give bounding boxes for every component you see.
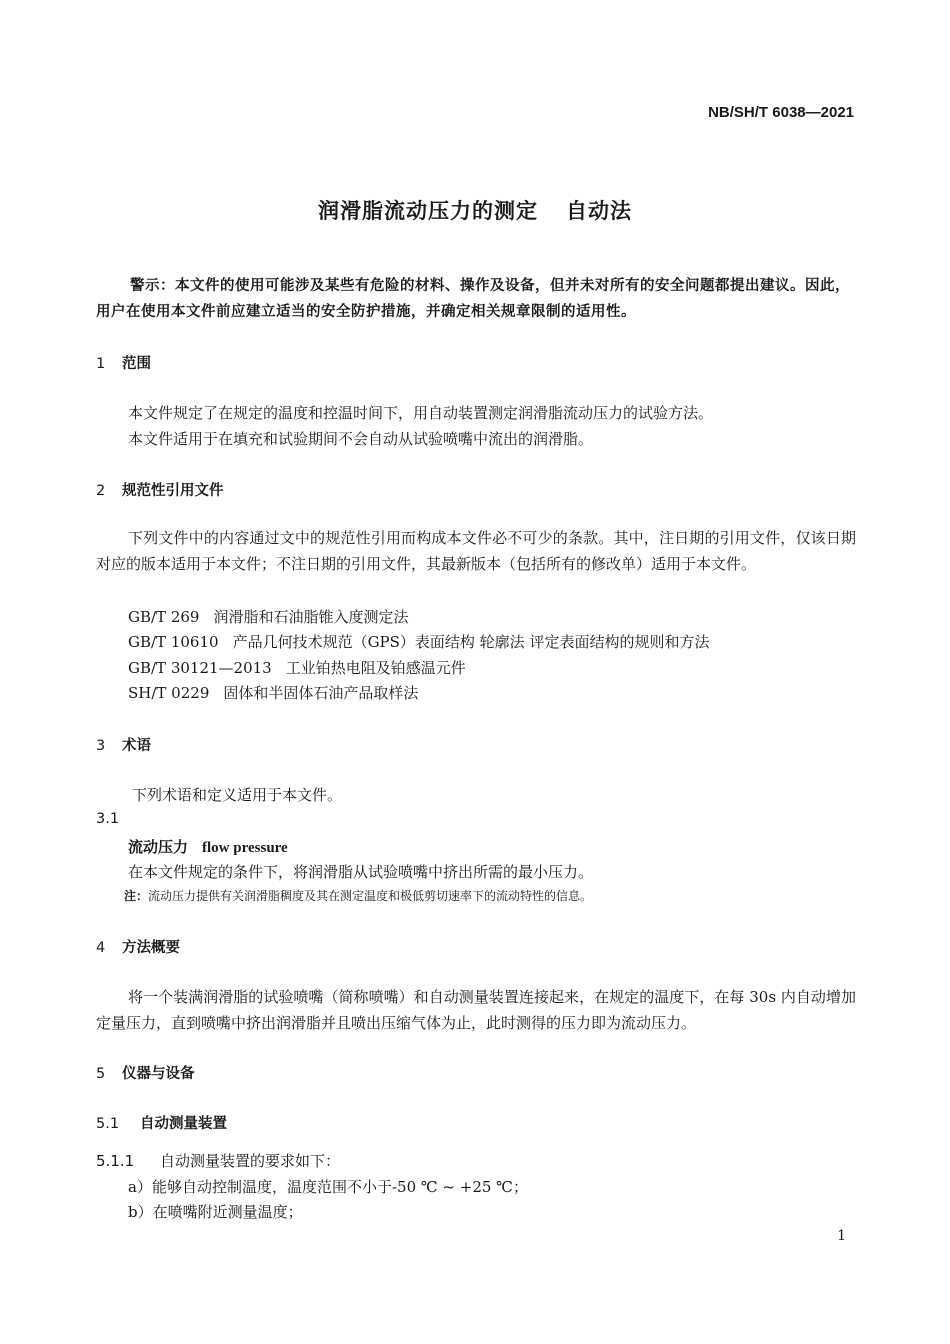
standard-number: NB/SH/T 6038—2021 bbox=[708, 104, 854, 121]
subsection-number: 5.1 bbox=[96, 1116, 120, 1132]
list-item bbox=[128, 1201, 303, 1222]
document-title bbox=[0, 195, 950, 225]
section-number: 1 bbox=[96, 356, 106, 372]
section-5-heading bbox=[96, 1062, 195, 1083]
reference-code: GB/T 30121—2013 bbox=[128, 659, 272, 677]
reference-title: 工业铂热电阻及铂感温元件 bbox=[285, 659, 466, 677]
term-entry bbox=[128, 836, 288, 857]
clause-5-1-1 bbox=[96, 1150, 340, 1171]
reference-title: 产品几何技术规范（GPS）表面结构 轮廓法 评定表面结构的规则和方法 bbox=[232, 633, 710, 651]
list-item bbox=[128, 1176, 528, 1197]
scope-paragraph-2: 本文件适用于在填充和试验期间不会自动从试验喷嘴中流出的润滑脂。 bbox=[128, 430, 594, 448]
section-title: 范围 bbox=[122, 356, 151, 372]
clause-number: 5.1.1 bbox=[96, 1152, 135, 1170]
term-definition: 在本文件规定的条件下，将润滑脂从试验喷嘴中挤出所需的最小压力。 bbox=[128, 863, 594, 881]
reference-code: GB/T 269 bbox=[128, 608, 200, 626]
section-4-heading bbox=[96, 936, 180, 957]
method-summary: 将一个装满润滑脂的试验喷嘴（简称喷嘴）和自动测量装置连接起来，在规定的温度下，在每 30s 内自动增加定量压力，直到喷嘴中挤出润滑脂并且喷出压缩气体为止，此时测得的压力即为流动压力。 bbox=[96, 988, 856, 1032]
section-number: 5 bbox=[96, 1066, 106, 1082]
references-intro: 下列文件中的内容通过文中的规范性引用而构成本文件必不可少的条款。其中，注日期的引用文件，仅该日期对应的版本适用于本文件；不注日期的引用文件，其最新版本（包括所有的修改单）适用于本文件。 bbox=[96, 529, 856, 573]
note-text: 流动压力提供有关润滑脂稠度及其在测定温度和极低剪切速率下的流动特性的信息。 bbox=[148, 889, 593, 903]
reference-code: GB/T 10610 bbox=[128, 633, 219, 651]
term-number: 3.1 bbox=[96, 811, 120, 827]
reference-item bbox=[128, 682, 418, 703]
section-1-heading bbox=[96, 352, 151, 373]
list-text: 在喷嘴附近测量温度； bbox=[152, 1203, 303, 1221]
reference-title: 固体和半固体石油产品取样法 bbox=[223, 684, 419, 702]
section-title: 术语 bbox=[122, 738, 151, 754]
reference-item bbox=[128, 631, 709, 652]
section-3-heading bbox=[96, 734, 151, 755]
reference-code: SH/T 0229 bbox=[128, 684, 210, 702]
section-number: 2 bbox=[96, 483, 106, 499]
title-main: 润滑脂流动压力的测定 bbox=[318, 199, 538, 223]
warning-paragraph: 警示：本文件的使用可能涉及某些有危险的材料、操作及设备，但并未对所有的安全问题都提出建议。因此，用户在使用本文件前应建立适当的安全防护措施，并确定相关规章限制的适用性。 bbox=[96, 278, 850, 320]
term-chinese: 流动压力 bbox=[128, 838, 189, 856]
term-note bbox=[124, 887, 592, 904]
section-number: 3 bbox=[96, 738, 106, 754]
section-title: 仪器与设备 bbox=[122, 1066, 195, 1082]
section-title: 规范性引用文件 bbox=[122, 483, 224, 499]
reference-title: 润滑脂和石油脂锥入度测定法 bbox=[213, 608, 409, 626]
list-text: 能够自动控制温度，温度范围不小于-50 ℃ ~ +25 ℃； bbox=[151, 1178, 528, 1196]
scope-paragraph-1: 本文件规定了在规定的温度和控温时间下，用自动装置测定润滑脂流动压力的试验方法。 bbox=[128, 404, 714, 422]
list-marker: a） bbox=[128, 1178, 152, 1196]
section-2-heading bbox=[96, 479, 224, 500]
title-sub: 自动法 bbox=[566, 199, 632, 223]
reference-item bbox=[128, 657, 466, 678]
reference-item bbox=[128, 606, 408, 627]
section-number: 4 bbox=[96, 940, 106, 956]
list-marker: b） bbox=[128, 1203, 153, 1221]
subsection-5-1-heading bbox=[96, 1112, 227, 1133]
page-number: 1 bbox=[837, 1228, 846, 1244]
clause-text: 自动测量装置的要求如下： bbox=[160, 1152, 341, 1170]
section-title: 方法概要 bbox=[122, 940, 180, 956]
note-label: 注： bbox=[124, 889, 149, 903]
terms-intro: 下列术语和定义适用于本文件。 bbox=[132, 786, 343, 804]
term-english: flow pressure bbox=[202, 840, 288, 856]
subsection-title: 自动测量装置 bbox=[140, 1116, 227, 1132]
